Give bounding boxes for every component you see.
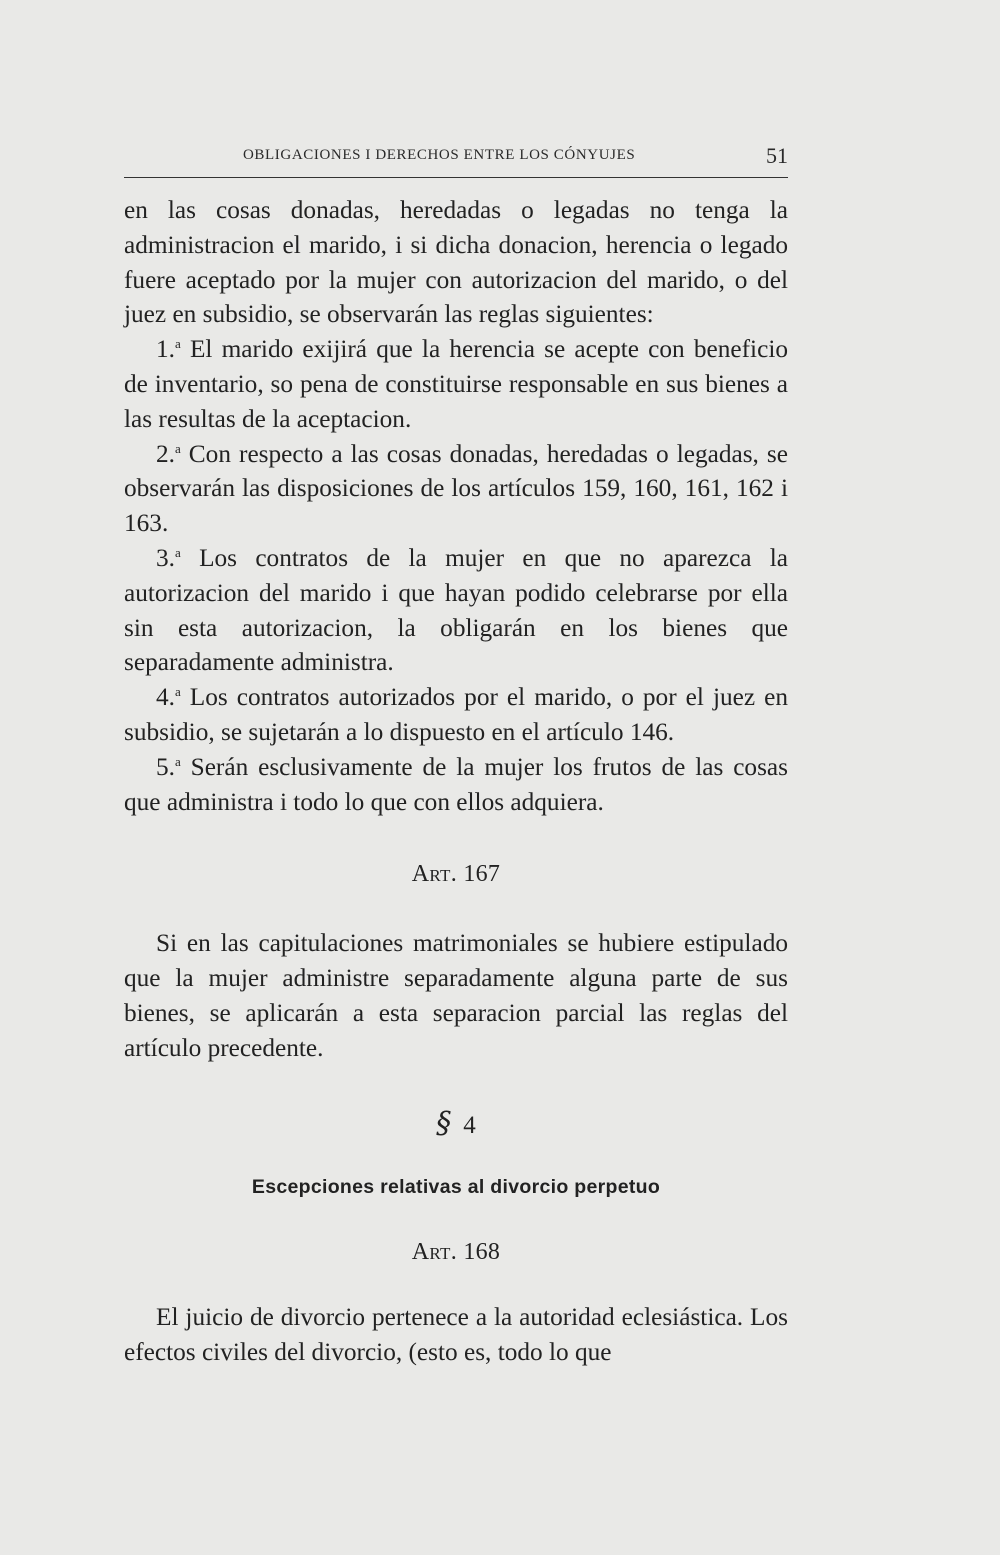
- article-167-heading: [124, 857, 788, 892]
- header-rule: [124, 177, 788, 178]
- rule-5-number: 5.: [156, 752, 175, 781]
- rule-1-number: 1.: [156, 335, 175, 364]
- rule-5: [124, 750, 788, 820]
- section-title: Escepciones relativas al divorcio perpetuo: [251, 1176, 661, 1199]
- intro-paragraph: en las cosas donadas, heredadas o legadas no tenga la administracion el marido, i si dicha donacion, herencia o legado fuere aceptado por la mujer con autorizacion del marido, o del juez en subsidio, se observarán las reglas siguientes:: [124, 196, 788, 329]
- page-header: [124, 143, 788, 173]
- rule-3: [124, 541, 788, 680]
- article-167-text: Si en las capitulaciones matrimoniales se hubiere estipulado que la mujer administre separadamente alguna parte de sus bienes, se aplicarán a esta separacion parcial las reglas del artículo precedente.: [124, 929, 788, 1062]
- rule-5-text: Serán esclusivamente de la mujer los frutos de las cosas que administra i todo lo que con ellos adquiera.: [124, 752, 788, 816]
- rule-1-text: El marido exijirá que la herencia se acepte con beneficio de inventario, so pena de constituirse responsable en sus bienes a las resultas de la aceptacion.: [124, 335, 788, 433]
- section-heading: [124, 1107, 788, 1144]
- rule-3-text: Los contratos de la mujer en que no aparezca la autorizacion del marido i que hayan podido celebrarse por ella sin esta autorizacion, la obligarán en los bienes que separadamente administra.: [124, 543, 788, 677]
- rule-4: [124, 680, 788, 750]
- rule-2-text: Con respecto a las cosas donadas, heredadas o legadas, se observarán las disposiciones de los artículos 159, 160, 161, 162 i 163.: [124, 439, 788, 538]
- rule-4-ordinal: a: [174, 684, 181, 700]
- rule-2-number: 2.: [156, 439, 175, 468]
- article-168-label: Art.: [411, 1238, 457, 1265]
- running-head: OBLIGACIONES I DERECHOS ENTRE LOS CÓNYUJES: [243, 147, 636, 163]
- rule-3-ordinal: a: [174, 544, 181, 560]
- section-number: 4: [463, 1112, 476, 1140]
- rule-2: [124, 437, 788, 541]
- rule-4-number: 4.: [156, 683, 175, 712]
- article-168-heading: [124, 1235, 788, 1270]
- article-167-number: 167: [463, 861, 501, 888]
- section-sign: §: [436, 1106, 452, 1142]
- page-number: 51: [766, 143, 788, 168]
- article-168-text: El juicio de divorcio pertenece a la autoridad eclesiástica. Los efectos civiles del divorcio, (esto es, todo lo que: [124, 1302, 788, 1366]
- rule-1: [124, 332, 788, 436]
- rule-3-number: 3.: [156, 543, 175, 572]
- rule-4-text: Los contratos autorizados por el marido, o por el juez en subsidio, se sujetarán a lo dispuesto en el artículo 146.: [124, 683, 788, 746]
- article-168-number: 168: [463, 1238, 501, 1265]
- article-167-label: Art.: [411, 861, 457, 888]
- rule-1-ordinal: a: [174, 336, 181, 352]
- rule-5-ordinal: a: [174, 753, 181, 769]
- rule-2-ordinal: a: [174, 440, 181, 456]
- page-body: [124, 193, 788, 1369]
